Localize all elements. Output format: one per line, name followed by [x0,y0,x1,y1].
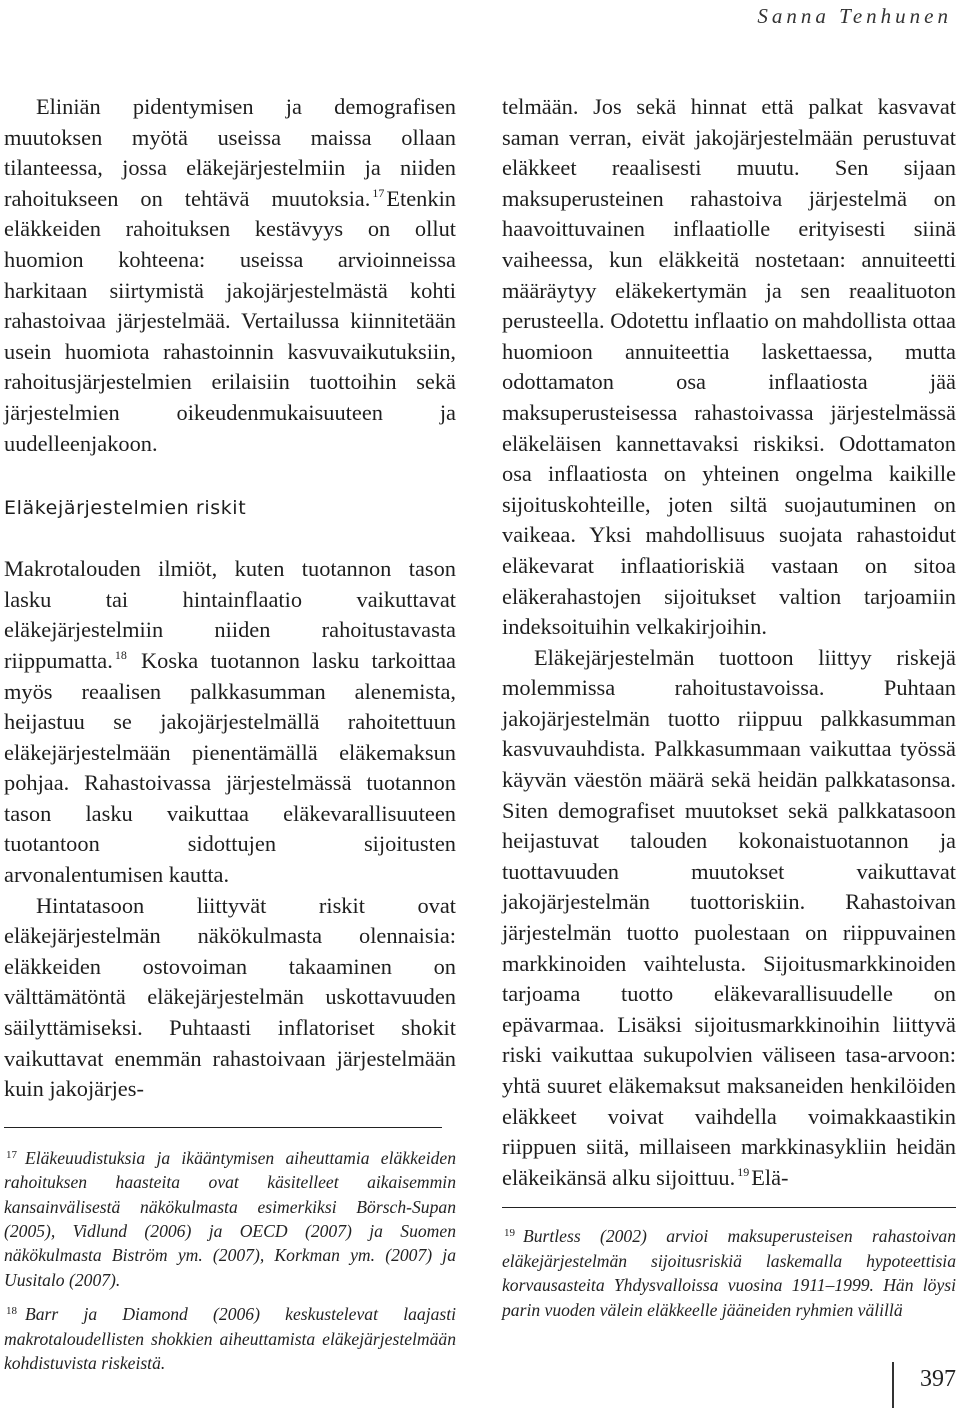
paragraph-intro [4,92,456,459]
footnote-divider [4,1127,442,1128]
paragraph-return-risk-text-a: Eläkejärjestelmän tuottoon liittyy riskejä molemmissa rahoitustavoissa. Puhtaan jakojärjestelmän tuotto riippuu palkkasumman kasvuvauhdista. Palkkasummaan vaikuttaa työssä käyvän väestön määrä sekä heidän palkkatasonsa. Siten demografiset muutokset sekä palkkatasoon heijastuvat talouden kokonaistuotannon ja tuottavuuden muutokset vaikuttavat jakojärjestelmän tuottoriskiin. Rahastoivan järjestelmän tuotto puolestaan on riippuvainen markkinoiden vaihtelusta. Sijoitusmarkkinoiden tarjoama tuotto eläkevarallisuudelle on epävarmaa. Lisäksi sijoitusmarkkinoihin liittyvä riski vaikuttaa sukupolvien väliseen tasa-arvoon: yhtä suuret eläkemaksut maksaneiden henkilöiden eläkkeet voivat vaihdella voimakkaastikin riippuen siitä, millaiseen markkinasykliin heidän eläkeikänsä alku sijoittuu. [502,644,956,1190]
footnote-18-number: 18 [6,1305,17,1318]
footnote-19-text: Burtless (2002) arvioi maksuperusteisen rahastoivan eläkejärjestelmän sijoitusriskiä laskemalla hypoteettisia korvausasteita Yhdysvalloissa vuosina 1911–1999. Hän löysi parin vuoden välein eläkkeelle jääneiden ryhmien välillä [502,1226,956,1320]
paragraph-macro-text-a: Makrotalouden ilmiöt, kuten tuotannon tason lasku tai hintainflaatio vaikuttavat eläkejärjestelmiin niiden rahoitustavasta riippumatta. [4,556,456,673]
page-number-divider [892,1362,894,1408]
footnote-ref-17[interactable]: 17 [372,185,385,200]
paragraph-return-risk [502,643,956,1194]
paragraph-inflation-continued: telmään. Jos sekä hinnat että palkat kasvavat saman verran, eivät jakojärjestelmään perustuvat eläkkeet reaalisesti muutu. Sen sijaan maksuperusteinen rahastoiva järjestelmä on haavoittuvainen inflaatiolle erityisesti siinä vaiheessa, kun eläkkeitä nostetaan: annuiteetti määräytyy eläkekertymän ja sen reaalituoton perusteella. Odotettu inflaatio on mahdollista ottaa huomioon annuiteettia laskettaessa, mutta odottamaton osa inflaatiosta jää maksuperusteisessa rahastoivassa järjestelmässä eläkeläisen kannettavaksi riskiksi. Odottamaton osa inflaatiosta on yhteinen ongelma kaikille sijoituskohteille, joten siltä suojautuminen on vaikeaa. Yksi mahdollisuus suojata rahastoidut eläkevarat inflaatioriskiä vastaan on sitoa eläkerahastojen sijoitukset valtion tarjoamiin indeksoituihin velkakirjoihin. [502,94,956,640]
footnote-19-number: 19 [504,1227,515,1240]
paragraph-price-level: Hintatasoon liittyvät riskit ovat eläkejärjestelmän näkökulmasta olennaisia: eläkkeiden ostovoiman takaaminen on välttämätöntä eläkejärjestelmän uskottavuuden säilyttämiseksi. Puhtaasti inflatoriset shokit vaikuttavat enemmän rahastoivaan järjestelmään kuin jakojärjes- [4,892,456,1102]
left-column [4,92,456,1385]
running-head: Sanna Tenhunen [757,4,952,28]
footnote-ref-18[interactable]: 18 [114,647,127,662]
right-column [502,92,956,1332]
page-number: 397 [920,1366,956,1392]
footnote-19 [502,1224,956,1322]
footnote-18-text: Barr ja Diamond (2006) keskustelevat laajasti makrotaloudellisten shokkien aiheuttamista eläkejärjestelmään kohdistuvista riskeistä. [4,1304,456,1374]
paragraph-intro-text-b: Etenkin eläkkeiden rahoituksen kestävyys on ollut huomion kohteena: useissa arvioinneissa harkitaan siirtymistä jakojärjestelmästä kohti rahastoivaa järjestelmää. Vertailussa kiinnitetään usein huomiota rahastoinnin kasvuvaikutuksiin, rahoitusjärjestelmien erilaisiin tuottoihin sekä järjestelmien oikeudenmukaisuuteen ja uudelleenjakoon. [4,185,456,456]
footnote-divider-right [502,1207,956,1208]
footnote-17 [4,1146,456,1292]
paragraph-macro-text-b: Koska tuotannon lasku tarkoittaa myös reaalisen palkkasumman alenemista, heijastuu se jakojärjestelmällä rahoitettuun eläkejärjestelmään pienentämällä eläkemaksun pohjaa. Rahastoivassa järjestelmässä tuotannon tason lasku vaikuttaa eläkevarallisuuteen tuotantoon sidottujen sijoitusten arvonalentumisen kautta. [4,647,456,888]
paragraph-macro [4,554,456,891]
footnote-17-number: 17 [6,1148,17,1161]
footnote-18 [4,1302,456,1375]
paragraph-intro-text-a: Eliniän pidentymisen ja demografisen muutoksen myötä useissa maissa ollaan tilanteessa, jossa eläkejärjestelmiin ja niiden rahoitukseen on tehtävä muutoksia. [4,94,456,211]
section-heading: Eläkejärjestelmien riskit [4,497,247,520]
footnote-ref-19[interactable]: 19 [737,1164,750,1179]
paragraph-return-risk-text-b: Elä- [751,1164,789,1190]
footnote-17-text: Eläkeuudistuksia ja ikääntymisen aiheuttamia eläkkeiden rahoituksen haasteita ovat käsitelleet aikaisemmin kansainvälisestä näkökulmasta esimerkiksi Börsch-Supan (2005), Vidlund (2006) ja OECD (2007) ja Suomen näkökulmasta Biström ym. (2007), Korkman ym. (2007) ja Uusitalo (2007). [4,1147,456,1290]
